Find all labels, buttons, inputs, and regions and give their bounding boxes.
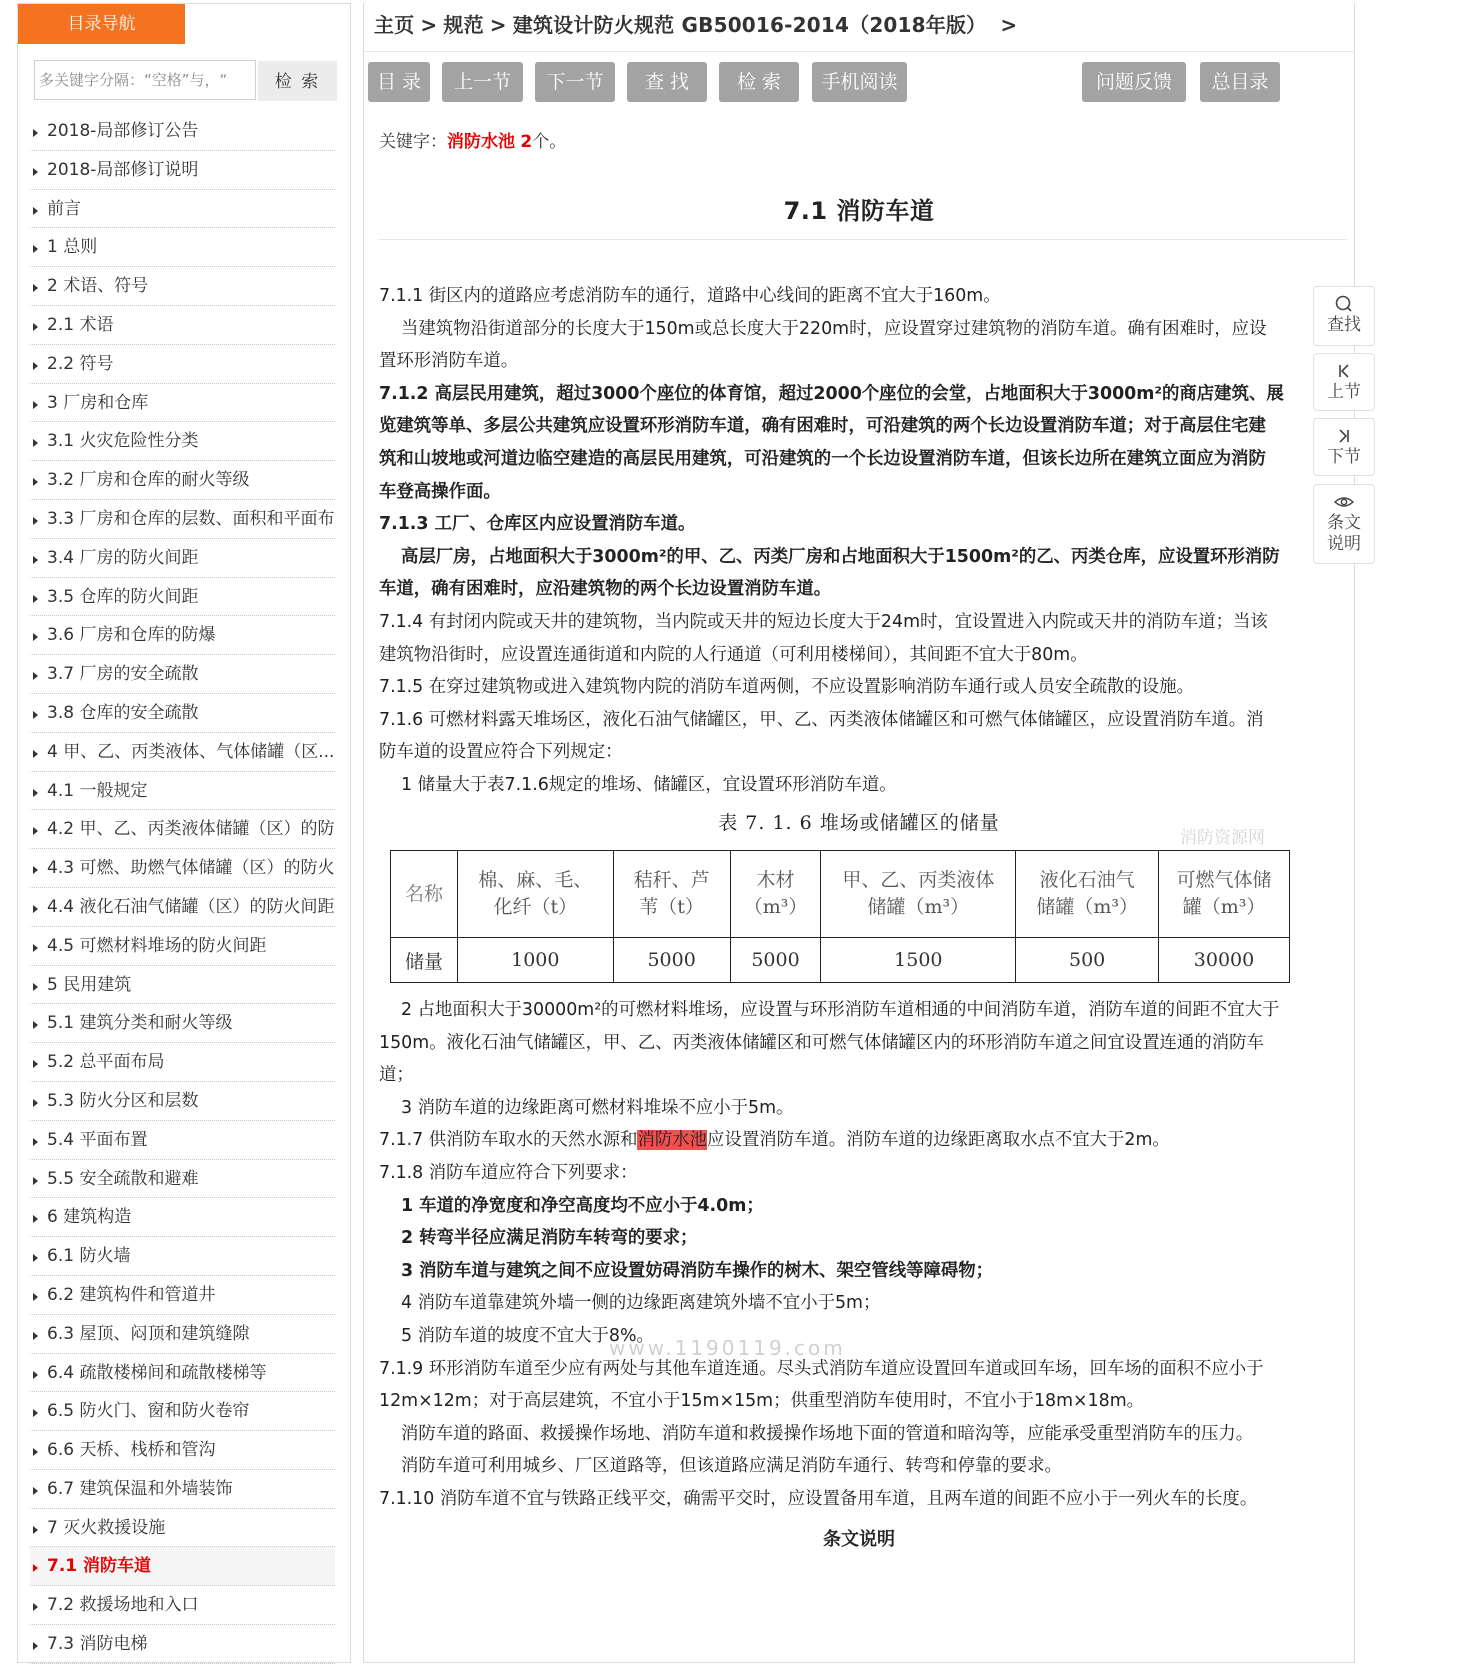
sidebar-item-label: 4.1 一般规定 xyxy=(47,780,148,801)
table-caption: 表 7. 1. 6 堆场或储罐区的储量 xyxy=(718,812,1000,834)
sidebar-item[interactable] xyxy=(30,345,335,384)
table-cell: 500 xyxy=(1016,938,1159,983)
clause-7-1-1: 7.1.1 街区内的道路应考虑消防车的通行，道路中心线间的距离不宜大于160m。 xyxy=(379,286,1001,306)
keyword-suffix: 个。 xyxy=(532,132,567,152)
search-button[interactable]: 检 索 xyxy=(719,62,799,102)
clause-text: 应设置消防车道。消防车道的边缘距离取水点不宜大于2m。 xyxy=(707,1130,1170,1151)
clause-text: 筑和山坡地或河道边临空建造的高层民用建筑，可沿建筑的一个长边设置消防车道，但该长边所在建筑立面应为消防 xyxy=(379,448,1266,469)
caret-right-icon xyxy=(33,1215,38,1223)
side-prev-label: 上节 xyxy=(1327,382,1361,402)
sidebar-item-label: 3 厂房和仓库 xyxy=(47,392,149,413)
sidebar-item-label: 3.2 厂房和仓库的耐火等级 xyxy=(47,470,250,491)
header-line: 化纤（t） xyxy=(493,896,578,918)
sidebar-item-label: 4.3 可燃、助燃气体储罐（区）的防火 xyxy=(47,858,335,879)
sidebar-item-label: 7.3 消防电梯 xyxy=(47,1634,148,1655)
sidebar-item[interactable] xyxy=(30,422,335,461)
sidebar-item[interactable] xyxy=(30,772,335,811)
table-cell: 储量 xyxy=(391,938,458,983)
divider xyxy=(364,51,1354,52)
header-line: 棉、麻、毛、 xyxy=(478,869,593,891)
side-explanation-label: 条文 xyxy=(1327,513,1361,533)
clause-item: 3 消防车道与建筑之间不应设置妨碍消防车操作的树木、架空管线等障碍物； xyxy=(401,1260,994,1281)
sidebar-item-label: 7.2 救援场地和入口 xyxy=(47,1595,199,1616)
side-find-button[interactable] xyxy=(1313,286,1375,346)
caret-right-icon xyxy=(33,944,38,952)
caret-right-icon xyxy=(33,827,38,835)
site-watermark: www.1190119.com xyxy=(609,1336,846,1360)
side-next-button[interactable] xyxy=(1313,418,1375,476)
header-line: 名称 xyxy=(404,882,443,905)
sidebar-item-label: 6.5 防火门、窗和防火卷帘 xyxy=(47,1401,250,1422)
caret-right-icon xyxy=(33,556,38,564)
sidebar-item[interactable] xyxy=(30,1043,335,1082)
sidebar-item[interactable] xyxy=(30,966,335,1005)
toc-sidebar xyxy=(17,3,351,1663)
caret-right-icon xyxy=(33,672,38,680)
sidebar-item[interactable] xyxy=(30,500,335,539)
side-find-label: 查找 xyxy=(1327,315,1361,335)
clause-text: 道； xyxy=(379,1065,414,1086)
breadcrumb xyxy=(374,9,1023,38)
caret-right-icon xyxy=(33,401,38,409)
caret-right-icon xyxy=(33,983,38,991)
clause-7-1-8: 7.1.8 消防车道应符合下列要求： xyxy=(379,1162,638,1183)
keyword-summary xyxy=(379,127,566,152)
caret-right-icon xyxy=(33,866,38,874)
table-header-cell xyxy=(1159,851,1290,938)
toc-button[interactable]: 目 录 xyxy=(368,62,430,102)
caret-right-icon xyxy=(33,595,38,603)
sidebar-item[interactable] xyxy=(30,1082,335,1121)
sidebar-item-label: 1 总则 xyxy=(47,237,98,258)
clause-text: 置环形消防车道。 xyxy=(379,351,519,372)
header-line: 木材 xyxy=(756,869,795,891)
breadcrumb-document[interactable]: 建筑设计防火规范 GB50016-2014（2018年版） xyxy=(512,13,987,37)
sidebar-item-label: 4.5 可燃材料堆场的防火间距 xyxy=(47,935,267,956)
caret-right-icon xyxy=(33,1254,38,1262)
sidebar-item-label: 7 灭火救援设施 xyxy=(47,1517,166,1538)
side-explanation-button[interactable] xyxy=(1313,484,1375,564)
sidebar-item[interactable] xyxy=(30,190,335,229)
sidebar-item-label: 2.1 术语 xyxy=(47,314,114,335)
storage-table xyxy=(390,850,1290,983)
header-line: 秸秆、芦 xyxy=(633,869,710,891)
sidebar-item[interactable] xyxy=(30,267,335,306)
sidebar-item-label: 5.5 安全疏散和避难 xyxy=(47,1168,199,1189)
sidebar-item-label: 5.3 防火分区和层数 xyxy=(47,1090,199,1111)
table-cell: 1000 xyxy=(457,938,613,983)
side-next-label: 下节 xyxy=(1327,447,1361,467)
header-line: 甲、乙、丙类液体 xyxy=(842,869,995,891)
table-header-cell xyxy=(821,851,1016,938)
sidebar-item-label: 6.7 建筑保温和外墙装饰 xyxy=(47,1478,233,1499)
clause-7-1-9: 7.1.9 环形消防车道至少应有两处与其他车道连通。尽头式消防车道应设置回车道或回车场，回车场的面积不应小于 xyxy=(379,1358,1264,1379)
sidebar-item[interactable] xyxy=(30,384,335,423)
table-header-cell xyxy=(457,851,613,938)
clause-7-1-4: 7.1.4 有封闭内院或天井的建筑物，当内院或天井的短边长度大于24m时，宜设置进入内院或天井的消防车道；当该 xyxy=(379,611,1268,632)
caret-right-icon xyxy=(33,905,38,913)
sidebar-item[interactable] xyxy=(30,1315,335,1354)
breadcrumb-separator: > xyxy=(420,13,438,37)
clause-text: 建筑物沿街时，应设置连通街道和内院的人行通道（可利用楼梯间），其间距不宜大于80m。 xyxy=(379,644,1088,665)
caret-right-icon xyxy=(33,362,38,370)
sidebar-item[interactable] xyxy=(30,1121,335,1160)
first-page-icon xyxy=(1314,360,1374,382)
sidebar-item[interactable] xyxy=(30,228,335,267)
sidebar-item[interactable] xyxy=(30,733,335,772)
sidebar-item-label: 6.4 疏散楼梯间和疏散楼梯等 xyxy=(47,1362,267,1383)
sidebar-item-label: 3.3 厂房和仓库的层数、面积和平面布 xyxy=(47,508,335,529)
all-toc-button[interactable]: 总目录 xyxy=(1200,62,1280,102)
sidebar-item[interactable] xyxy=(30,1509,335,1548)
explanation-title: 条文说明 xyxy=(823,1529,895,1550)
header-line: （m³） xyxy=(743,896,808,918)
clause-7-1-10: 7.1.10 消防车道不宜与铁路正线平交，确需平交时，应设置备用车道，且两车道的间距不应小于一列火车的长度。 xyxy=(379,1488,1258,1509)
caret-right-icon xyxy=(33,323,38,331)
sidebar-item-label: 4 甲、乙、丙类液体、气体储罐（区... xyxy=(47,741,335,762)
sidebar-item[interactable] xyxy=(30,1392,335,1431)
clause-7-1-7 xyxy=(379,1124,1351,1157)
sidebar-item-label: 2 术语、符号 xyxy=(47,276,149,297)
caret-right-icon xyxy=(33,1409,38,1417)
breadcrumb-separator: > xyxy=(489,13,507,37)
sidebar-item-label: 6 建筑构造 xyxy=(47,1207,132,1228)
clause-text: 消防车道的路面、救援操作场地、消防车道和救援操作场地下面的管道和暗沟等，应能承受重型消防车的压力。 xyxy=(401,1423,1254,1444)
caret-right-icon xyxy=(33,517,38,525)
keyword-count: 2 xyxy=(520,132,533,152)
sidebar-item[interactable] xyxy=(30,849,335,888)
caret-right-icon xyxy=(33,789,38,797)
breadcrumb-category[interactable]: 规范 xyxy=(443,13,484,37)
caret-right-icon xyxy=(33,750,38,758)
caret-right-icon xyxy=(33,1099,38,1107)
caret-right-icon xyxy=(33,478,38,486)
sidebar-item[interactable] xyxy=(30,927,335,966)
sidebar-item-label: 3.5 仓库的防火间距 xyxy=(47,586,199,607)
caret-right-icon xyxy=(33,1332,38,1340)
caret-right-icon xyxy=(33,129,38,137)
eye-icon xyxy=(1314,491,1374,513)
sidebar-item-label: 3.1 火灾危险性分类 xyxy=(47,431,199,452)
sidebar-item[interactable] xyxy=(30,810,335,849)
sidebar-item[interactable] xyxy=(30,1354,335,1393)
prev-section-button[interactable]: 上一节 xyxy=(442,62,523,102)
sidebar-item-label: 5.2 总平面布局 xyxy=(47,1052,165,1073)
header-line: 液化石油气 xyxy=(1039,869,1135,891)
clause-item: 2 转弯半径应满足消防车转弯的要求； xyxy=(401,1228,698,1249)
sidebar-item[interactable] xyxy=(30,306,335,345)
sidebar-item-label: 5.4 平面布置 xyxy=(47,1129,148,1150)
sidebar-item[interactable] xyxy=(30,1160,335,1199)
sidebar-item-label: 4.4 液化石油气储罐（区）的防火间距 xyxy=(47,896,335,917)
last-page-icon xyxy=(1314,425,1374,447)
caret-right-icon xyxy=(33,1642,38,1650)
caret-right-icon xyxy=(33,1371,38,1379)
header-line: 储罐（m³） xyxy=(1036,896,1138,918)
sidebar-item[interactable] xyxy=(30,151,335,190)
caret-right-icon xyxy=(33,1021,38,1029)
sidebar-item-label: 4.2 甲、乙、丙类液体储罐（区）的防 xyxy=(47,819,335,840)
keyword-prefix: 关键字： xyxy=(379,132,447,152)
sidebar-item-label: 前言 xyxy=(47,198,81,219)
sidebar-item-label: 5 民用建筑 xyxy=(47,974,132,995)
sidebar-item-label: 5.1 建筑分类和耐火等级 xyxy=(47,1013,233,1034)
sidebar-item-label: 6.6 天桥、栈桥和管沟 xyxy=(47,1440,216,1461)
clause-item: 1 车道的净宽度和净空高度均不应小于4.0m； xyxy=(401,1195,764,1216)
clause-block-2 xyxy=(379,994,1351,1516)
header-line: 储罐（m³） xyxy=(867,896,970,918)
table-header-cell xyxy=(1016,851,1159,938)
caret-right-icon xyxy=(33,1060,38,1068)
breadcrumb-tail: > xyxy=(1000,13,1018,37)
sidebar-item[interactable] xyxy=(30,461,335,500)
caret-right-icon xyxy=(33,1487,38,1495)
clause-item: 5 消防车道的坡度不宜大于8%。 xyxy=(401,1325,654,1346)
table-cell: 5000 xyxy=(730,938,821,983)
feedback-button[interactable]: 问题反馈 xyxy=(1082,62,1186,102)
caret-right-icon xyxy=(33,1564,38,1572)
header-line: 苇（t） xyxy=(639,896,704,918)
clause-text: 消防车道可利用城乡、厂区道路等，但该道路应满足消防车通行、转弯和停靠的要求。 xyxy=(401,1456,1062,1477)
sidebar-item[interactable] xyxy=(30,1198,335,1237)
table-cell: 1500 xyxy=(821,938,1016,983)
mobile-read-button[interactable]: 手机阅读 xyxy=(812,62,907,102)
clause-item: 4 消防车道靠建筑外墙一侧的边缘距离建筑外墙不宜小于5m； xyxy=(401,1293,881,1314)
sidebar-title: 目录导航 xyxy=(18,4,185,44)
sidebar-item[interactable] xyxy=(30,112,335,151)
caret-right-icon xyxy=(33,1293,38,1301)
table-row xyxy=(391,938,1290,983)
search-button[interactable]: 检 索 xyxy=(258,61,337,101)
sidebar-item[interactable] xyxy=(30,539,335,578)
find-button[interactable]: 查 找 xyxy=(627,62,707,102)
search-icon xyxy=(1314,293,1374,315)
keyword-term: 消防水池 xyxy=(447,132,515,152)
sidebar-item[interactable] xyxy=(30,694,335,733)
clause-text: 12m×12m；对于高层建筑，不宜小于15m×15m；供重型消防车使用时，不宜小于18m×18m。 xyxy=(379,1391,1145,1412)
table-header-cell xyxy=(613,851,730,938)
caret-right-icon xyxy=(33,1603,38,1611)
sidebar-item[interactable] xyxy=(30,1625,335,1664)
sidebar-item[interactable] xyxy=(30,1276,335,1315)
clause-text: 览建筑等单、多层公共建筑应设置环形消防车道，确有困难时，可沿建筑的两个长边设置消防车道；对于高层住宅建 xyxy=(379,416,1266,437)
clause-7-1-3: 7.1.3 工厂、仓库区内应设置消防车道。 xyxy=(379,514,696,535)
table-header-cell xyxy=(730,851,821,938)
search-input[interactable] xyxy=(34,60,256,100)
clause-7-1-6: 7.1.6 可燃材料露天堆场区，液化石油气储罐区，甲、乙、丙类液体储罐区和可燃气体储罐区，应设置消防车道。消 xyxy=(379,709,1264,730)
sidebar-item-label: 6.2 建筑构件和管道井 xyxy=(47,1284,216,1305)
sidebar-item-label: 2018-局部修订说明 xyxy=(47,159,199,180)
clause-7-1-5: 7.1.5 在穿过建筑物或进入建筑物内院的消防车道两侧，不应设置影响消防车通行或人员安全疏散的设施。 xyxy=(379,677,1194,698)
caret-right-icon xyxy=(33,439,38,447)
sidebar-item[interactable] xyxy=(30,1431,335,1470)
header-line: 罐（m³） xyxy=(1182,896,1266,918)
section-title: 7.1 消防车道 xyxy=(783,197,935,225)
header-line: 可燃气体储 xyxy=(1176,869,1272,891)
caret-right-icon xyxy=(33,1448,38,1456)
table-header-row xyxy=(391,851,1290,938)
clause-text: 防车道的设置应符合下列规定： xyxy=(379,742,623,763)
sidebar-item[interactable] xyxy=(30,1586,335,1625)
clause-block-1 xyxy=(379,280,1351,802)
clause-text: 7.1.7 供消防车取水的天然水源和 xyxy=(379,1130,638,1151)
table-header-cell xyxy=(391,851,458,938)
caret-right-icon xyxy=(33,168,38,176)
main-content xyxy=(363,3,1355,1663)
watermark: 消防资源网 xyxy=(1180,828,1265,848)
sidebar-item[interactable] xyxy=(30,888,335,927)
clause-7-1-2: 7.1.2 高层民用建筑，超过3000个座位的体育馆，超过2000个座位的会堂，占地面积大于3000m²的商店建筑、展 xyxy=(379,383,1284,404)
sidebar-item-label: 3.8 仓库的安全疏散 xyxy=(47,702,199,723)
clause-text: 高层厂房，占地面积大于3000m²的甲、乙、丙类厂房和占地面积大于1500m²的乙、丙类仓库，应设置环形消防 xyxy=(401,546,1280,567)
side-prev-button[interactable] xyxy=(1313,353,1375,411)
sidebar-item[interactable] xyxy=(30,1237,335,1276)
clause-text: 车登高操作面。 xyxy=(379,481,501,502)
table-cell: 30000 xyxy=(1159,938,1290,983)
caret-right-icon xyxy=(33,284,38,292)
sidebar-item[interactable] xyxy=(30,1470,335,1509)
sidebar-item-label: 3.7 厂房的安全疏散 xyxy=(47,664,199,685)
sidebar-item-label: 3.6 厂房和仓库的防爆 xyxy=(47,625,216,646)
sidebar-item-label: 7.1 消防车道 xyxy=(47,1556,152,1577)
sidebar-item-label: 2018-局部修订公告 xyxy=(47,121,199,141)
clause-item: 2 占地面积大于30000m²的可燃材料堆场，应设置与环形消防车道相通的中间消防车道，消防车道的间距不宜大于 xyxy=(401,1000,1280,1020)
divider xyxy=(379,239,1347,240)
caret-right-icon xyxy=(33,1177,38,1185)
sidebar-item-label: 6.1 防火墙 xyxy=(47,1246,131,1267)
keyword-highlight: 消防水池 xyxy=(637,1130,708,1151)
caret-right-icon xyxy=(33,711,38,719)
caret-right-icon xyxy=(33,1138,38,1146)
caret-right-icon xyxy=(33,1526,38,1534)
clause-item: 3 消防车道的边缘距离可燃材料堆垛不应小于5m。 xyxy=(401,1097,794,1118)
caret-right-icon xyxy=(33,245,38,253)
sidebar-item-label: 2.2 符号 xyxy=(47,353,114,374)
sidebar-item-label: 3.4 厂房的防火间距 xyxy=(47,547,199,568)
next-section-button[interactable]: 下一节 xyxy=(535,62,615,102)
caret-right-icon xyxy=(33,633,38,641)
sidebar-item[interactable] xyxy=(30,1004,335,1043)
side-explanation-label: 说明 xyxy=(1327,534,1361,554)
table-cell: 5000 xyxy=(613,938,730,983)
clause-text: 当建筑物沿街道部分的长度大于150m或总长度大于220m时，应设置穿过建筑物的消防车道。确有困难时，应设 xyxy=(401,318,1267,339)
clause-text: 150m。液化石油气储罐区，甲、乙、丙类液体储罐区和可燃气体储罐区内的环形消防车道之间宜设置连通的消防车 xyxy=(379,1032,1264,1053)
clause-item: 1 储量大于表7.1.6规定的堆场、储罐区，宜设置环形消防车道。 xyxy=(401,774,897,795)
clause-text: 车道，确有困难时，应沿建筑物的两个长边设置消防车道。 xyxy=(379,579,832,600)
sidebar-item[interactable] xyxy=(30,1547,335,1586)
sidebar-item[interactable] xyxy=(30,655,335,694)
breadcrumb-home[interactable]: 主页 xyxy=(374,13,415,37)
sidebar-item-label: 6.3 屋顶、闷顶和建筑缝隙 xyxy=(47,1323,250,1344)
sidebar-item[interactable] xyxy=(30,616,335,655)
sidebar-item[interactable] xyxy=(30,578,335,617)
toc-list xyxy=(30,112,335,1664)
caret-right-icon xyxy=(33,207,38,215)
